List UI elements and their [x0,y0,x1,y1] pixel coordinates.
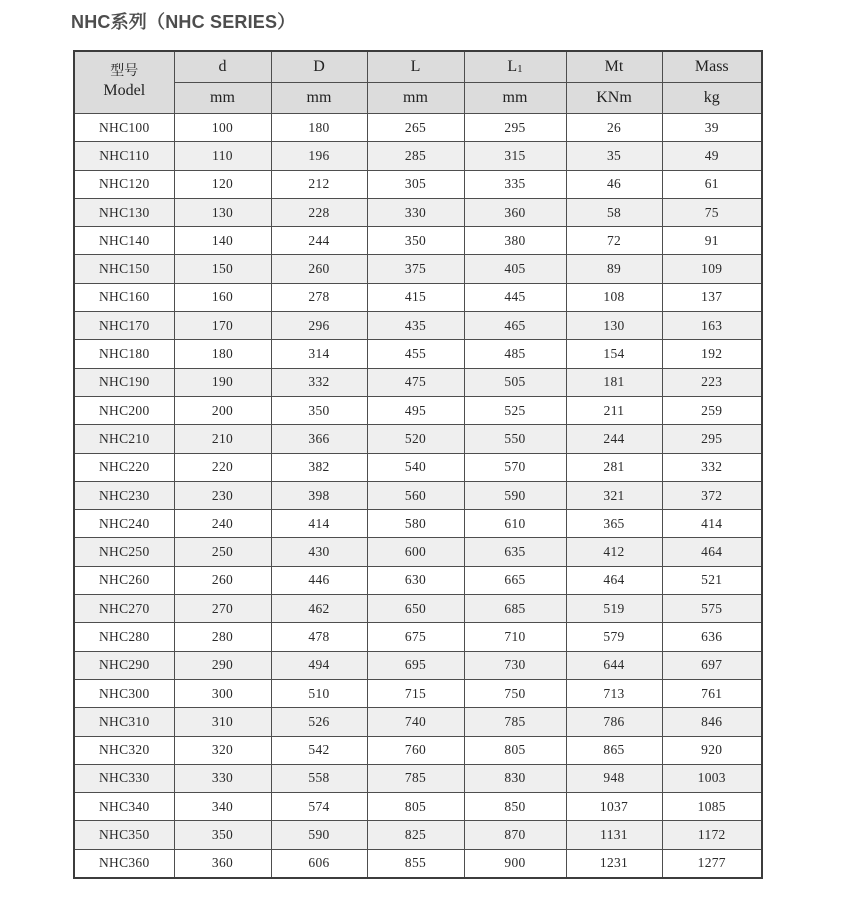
cell-D: 590 [271,821,367,849]
column-header-model [74,51,174,114]
cell-model: NHC310 [74,708,174,736]
cell-D: 296 [271,312,367,340]
cell-L: 715 [367,679,464,707]
cell-model: NHC110 [74,142,174,170]
unit-Mt: KNm [566,83,662,114]
cell-D: 366 [271,425,367,453]
cell-L1: 525 [464,396,566,424]
table-row [74,623,762,651]
table-row [74,255,762,283]
table-row [74,170,762,198]
cell-L: 375 [367,255,464,283]
cell-Mt: 58 [566,198,662,226]
table-row [74,595,762,623]
cell-Mass: 61 [662,170,762,198]
L1-subscript: 1 [517,63,523,75]
cell-L1: 570 [464,453,566,481]
cell-L1: 635 [464,538,566,566]
cell-D: 558 [271,764,367,792]
column-header-L1 [464,51,566,83]
cell-model: NHC130 [74,198,174,226]
cell-D: 606 [271,849,367,878]
cell-d: 230 [174,481,271,509]
cell-L1: 485 [464,340,566,368]
cell-Mt: 321 [566,481,662,509]
table-row [74,198,762,226]
table-header [74,51,762,114]
cell-model: NHC270 [74,595,174,623]
cell-L: 540 [367,453,464,481]
table-row [74,538,762,566]
cell-L1: 315 [464,142,566,170]
cell-L: 805 [367,793,464,821]
cell-Mt: 786 [566,708,662,736]
cell-d: 140 [174,227,271,255]
cell-Mass: 761 [662,679,762,707]
cell-d: 280 [174,623,271,651]
cell-model: NHC140 [74,227,174,255]
cell-Mass: 1277 [662,849,762,878]
cell-L: 855 [367,849,464,878]
cell-d: 300 [174,679,271,707]
cell-d: 130 [174,198,271,226]
cell-D: 526 [271,708,367,736]
cell-L1: 870 [464,821,566,849]
cell-L: 330 [367,198,464,226]
cell-L: 760 [367,736,464,764]
cell-d: 200 [174,396,271,424]
cell-L: 475 [367,368,464,396]
cell-D: 180 [271,114,367,142]
cell-d: 170 [174,312,271,340]
cell-d: 360 [174,849,271,878]
cell-d: 340 [174,793,271,821]
cell-Mass: 137 [662,283,762,311]
cell-Mt: 244 [566,425,662,453]
cell-L: 740 [367,708,464,736]
cell-L1: 785 [464,708,566,736]
cell-d: 110 [174,142,271,170]
cell-Mass: 575 [662,595,762,623]
cell-L: 285 [367,142,464,170]
cell-Mass: 75 [662,198,762,226]
cell-d: 190 [174,368,271,396]
cell-L: 675 [367,623,464,651]
unit-L: mm [367,83,464,114]
cell-L: 415 [367,283,464,311]
cell-Mt: 519 [566,595,662,623]
L1-label: L [507,58,518,75]
table-row [74,368,762,396]
cell-d: 350 [174,821,271,849]
cell-d: 180 [174,340,271,368]
cell-D: 446 [271,566,367,594]
cell-Mt: 72 [566,227,662,255]
cell-L1: 830 [464,764,566,792]
cell-model: NHC300 [74,679,174,707]
cell-L: 305 [367,170,464,198]
cell-d: 100 [174,114,271,142]
cell-L: 435 [367,312,464,340]
table-row [74,510,762,538]
column-header-D: D [271,51,367,83]
model-header-en: Model [103,82,146,100]
table-row [74,679,762,707]
cell-L1: 730 [464,651,566,679]
cell-Mt: 412 [566,538,662,566]
cell-L: 455 [367,340,464,368]
cell-model: NHC190 [74,368,174,396]
cell-D: 510 [271,679,367,707]
cell-model: NHC360 [74,849,174,878]
table-row [74,651,762,679]
cell-L: 495 [367,396,464,424]
cell-L1: 805 [464,736,566,764]
cell-L1: 685 [464,595,566,623]
cell-Mt: 1231 [566,849,662,878]
page-title: NHC系列（NHC SERIES） [71,12,296,32]
cell-model: NHC160 [74,283,174,311]
table-row [74,453,762,481]
cell-L: 785 [367,764,464,792]
cell-model: NHC330 [74,764,174,792]
cell-d: 330 [174,764,271,792]
cell-Mass: 636 [662,623,762,651]
cell-D: 228 [271,198,367,226]
table-row [74,142,762,170]
cell-L1: 445 [464,283,566,311]
cell-model: NHC290 [74,651,174,679]
table-row [74,312,762,340]
cell-L: 825 [367,821,464,849]
cell-Mass: 49 [662,142,762,170]
table-row [74,396,762,424]
cell-Mass: 332 [662,453,762,481]
cell-d: 120 [174,170,271,198]
cell-Mass: 1085 [662,793,762,821]
cell-model: NHC220 [74,453,174,481]
cell-d: 260 [174,566,271,594]
cell-Mt: 948 [566,764,662,792]
cell-Mass: 414 [662,510,762,538]
cell-L1: 610 [464,510,566,538]
nhc-series-table [73,50,763,879]
cell-L1: 590 [464,481,566,509]
cell-d: 320 [174,736,271,764]
unit-L1: mm [464,83,566,114]
cell-D: 478 [271,623,367,651]
cell-D: 244 [271,227,367,255]
cell-Mt: 865 [566,736,662,764]
table-row [74,821,762,849]
cell-D: 260 [271,255,367,283]
cell-L1: 380 [464,227,566,255]
cell-Mass: 697 [662,651,762,679]
cell-D: 278 [271,283,367,311]
cell-D: 350 [271,396,367,424]
cell-Mass: 91 [662,227,762,255]
cell-D: 196 [271,142,367,170]
table-row [74,566,762,594]
cell-D: 574 [271,793,367,821]
cell-Mt: 108 [566,283,662,311]
cell-d: 290 [174,651,271,679]
cell-L: 600 [367,538,464,566]
cell-Mt: 26 [566,114,662,142]
table-row [74,425,762,453]
table-row [74,227,762,255]
cell-D: 332 [271,368,367,396]
cell-Mass: 192 [662,340,762,368]
cell-Mass: 521 [662,566,762,594]
cell-D: 430 [271,538,367,566]
column-header-Mass: Mass [662,51,762,83]
cell-Mt: 181 [566,368,662,396]
cell-Mt: 35 [566,142,662,170]
column-header-d: d [174,51,271,83]
table-row [74,849,762,878]
cell-L: 650 [367,595,464,623]
table-row [74,283,762,311]
cell-Mass: 39 [662,114,762,142]
cell-model: NHC250 [74,538,174,566]
cell-Mass: 223 [662,368,762,396]
cell-Mt: 464 [566,566,662,594]
cell-Mt: 46 [566,170,662,198]
cell-L: 695 [367,651,464,679]
cell-L: 520 [367,425,464,453]
cell-L1: 710 [464,623,566,651]
column-header-L: L [367,51,464,83]
cell-L1: 850 [464,793,566,821]
cell-L: 265 [367,114,464,142]
cell-d: 150 [174,255,271,283]
table-row [74,736,762,764]
cell-d: 220 [174,453,271,481]
table-row [74,793,762,821]
cell-Mass: 372 [662,481,762,509]
cell-model: NHC320 [74,736,174,764]
cell-Mt: 1131 [566,821,662,849]
unit-d: mm [174,83,271,114]
cell-Mass: 259 [662,396,762,424]
cell-Mass: 464 [662,538,762,566]
cell-model: NHC210 [74,425,174,453]
cell-D: 382 [271,453,367,481]
column-header-Mt: Mt [566,51,662,83]
cell-d: 240 [174,510,271,538]
cell-d: 160 [174,283,271,311]
cell-model: NHC150 [74,255,174,283]
cell-D: 398 [271,481,367,509]
table-row [74,764,762,792]
cell-model: NHC240 [74,510,174,538]
cell-Mass: 109 [662,255,762,283]
cell-D: 542 [271,736,367,764]
cell-L1: 665 [464,566,566,594]
cell-model: NHC260 [74,566,174,594]
cell-d: 270 [174,595,271,623]
cell-L: 350 [367,227,464,255]
cell-L1: 295 [464,114,566,142]
unit-Mass: kg [662,83,762,114]
cell-L1: 360 [464,198,566,226]
cell-d: 250 [174,538,271,566]
table-row [74,481,762,509]
cell-D: 462 [271,595,367,623]
cell-L: 580 [367,510,464,538]
cell-Mt: 644 [566,651,662,679]
cell-Mass: 920 [662,736,762,764]
cell-Mt: 281 [566,453,662,481]
cell-Mt: 211 [566,396,662,424]
cell-Mt: 365 [566,510,662,538]
cell-L: 630 [367,566,464,594]
cell-model: NHC340 [74,793,174,821]
cell-Mt: 130 [566,312,662,340]
cell-model: NHC200 [74,396,174,424]
table-row [74,114,762,142]
cell-D: 494 [271,651,367,679]
cell-model: NHC120 [74,170,174,198]
cell-model: NHC100 [74,114,174,142]
cell-Mt: 713 [566,679,662,707]
cell-L1: 550 [464,425,566,453]
cell-Mass: 1172 [662,821,762,849]
cell-Mt: 89 [566,255,662,283]
cell-D: 414 [271,510,367,538]
cell-model: NHC350 [74,821,174,849]
cell-Mass: 163 [662,312,762,340]
cell-L1: 405 [464,255,566,283]
model-header-zh: 型号 [110,64,139,79]
cell-d: 310 [174,708,271,736]
cell-L1: 750 [464,679,566,707]
cell-Mt: 579 [566,623,662,651]
header-row-labels [74,51,762,83]
cell-Mass: 295 [662,425,762,453]
cell-Mass: 846 [662,708,762,736]
cell-L1: 900 [464,849,566,878]
cell-model: NHC170 [74,312,174,340]
header-row-units [74,83,762,114]
cell-model: NHC180 [74,340,174,368]
cell-L: 560 [367,481,464,509]
cell-D: 314 [271,340,367,368]
cell-Mass: 1003 [662,764,762,792]
cell-Mt: 154 [566,340,662,368]
cell-L1: 465 [464,312,566,340]
cell-model: NHC230 [74,481,174,509]
cell-L1: 335 [464,170,566,198]
unit-D: mm [271,83,367,114]
cell-L1: 505 [464,368,566,396]
cell-D: 212 [271,170,367,198]
cell-Mt: 1037 [566,793,662,821]
table-row [74,708,762,736]
cell-model: NHC280 [74,623,174,651]
table-row [74,340,762,368]
table-body [74,114,762,879]
cell-d: 210 [174,425,271,453]
